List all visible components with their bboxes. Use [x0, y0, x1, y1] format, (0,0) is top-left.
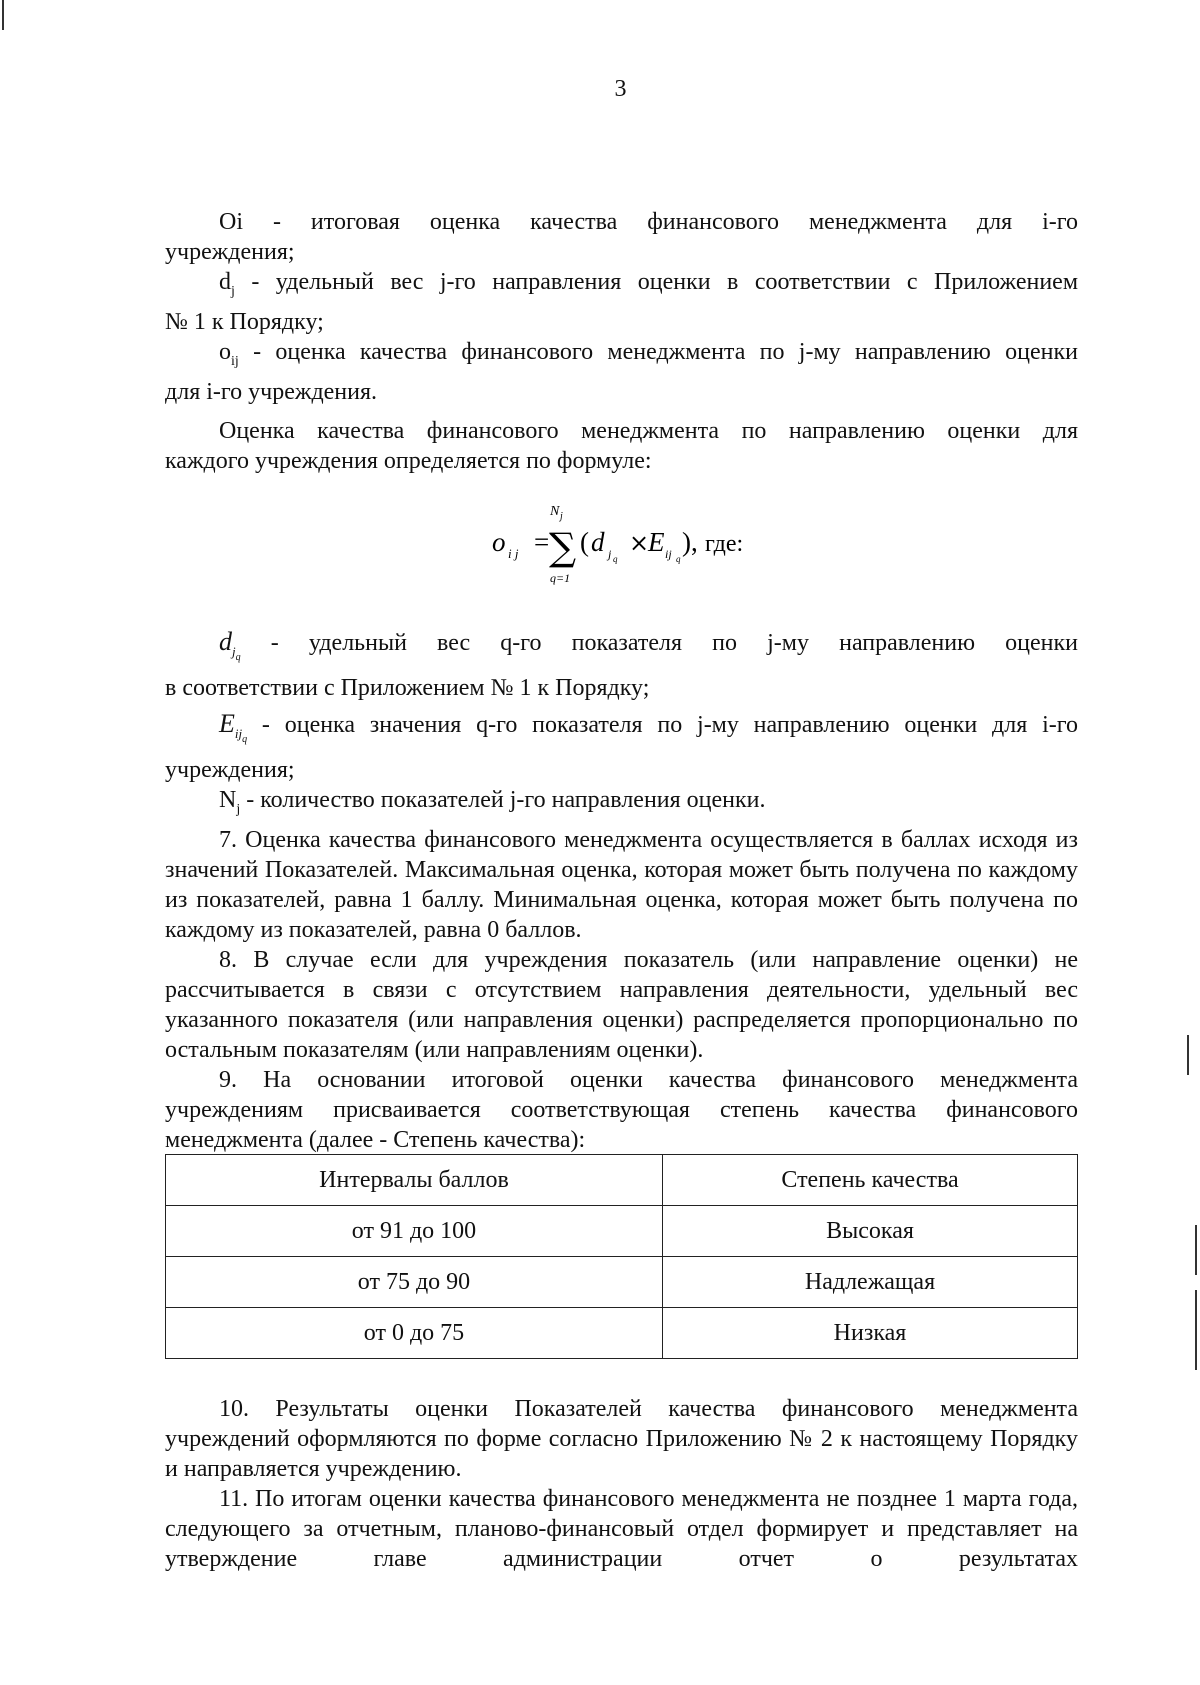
- table-row: [166, 1308, 1078, 1359]
- formula-lhs: o: [492, 527, 506, 557]
- table-cell-grade: Низкая: [663, 1308, 1078, 1359]
- formula-svg: [488, 500, 808, 590]
- formula-body-d: d: [591, 527, 605, 557]
- formula-body-e: E: [648, 527, 665, 557]
- scan-mark-right-1: [1187, 1035, 1189, 1075]
- table-cell-interval: от 0 до 75: [166, 1308, 663, 1359]
- formula-suffix: где:: [705, 531, 744, 557]
- table-cell-interval: от 91 до 100: [166, 1206, 663, 1257]
- formula-intro: [165, 416, 1078, 476]
- definition-eijq-line1: $E_{ijq}$ - оценка значения q-го показателя по j-му направлению оценки для i-го: [219, 709, 1078, 745]
- definition-oij-line1: $o_{ij}$ - оценка качества финансового менеджмента по j-му направлению оценки: [219, 338, 1078, 369]
- symbol-djq: d: [219, 627, 232, 656]
- symbol-n: N: [219, 787, 237, 813]
- definitions-bottom: [165, 627, 1078, 1155]
- definition-oi-line1: Oi - итоговая оценка качества финансового менеджмента для i-го: [219, 209, 1078, 235]
- symbol-d: d: [219, 269, 231, 295]
- formula-lhs-sub: i j: [508, 546, 519, 561]
- grade-table: [165, 1154, 1078, 1359]
- definition-djq-line1: $d_{jq}$ - удельный вес q-го показателя по j-му направлению оценки: [219, 627, 1078, 663]
- formula-intro-line1: Оценка качества финансового менеджмента по направлению оценки для: [219, 418, 1078, 444]
- scan-mark-right-2: [1195, 1225, 1197, 1275]
- formula-equals: =: [534, 527, 550, 557]
- paragraph-11: 11. По итогам оценки качества финансового менеджмента не позднее 1 марта года, следующего за отчетным, планово-финансовый отдел формирует и представляет на утверждение главе администрации отчет о результатах: [165, 1486, 1078, 1572]
- table-header-intervals: Интервалы баллов: [166, 1155, 663, 1206]
- table-row: [166, 1206, 1078, 1257]
- definition-oi-line2: учреждения;: [165, 239, 295, 265]
- scan-mark-left: [2, 0, 4, 30]
- formula-body-d-subsub: q: [613, 554, 618, 564]
- definition-oij-line2: для i-го учреждения.: [165, 378, 378, 405]
- scan-mark-right-3: [1195, 1290, 1197, 1370]
- paragraph-9: 9. На основании итоговой оценки качества финансового менеджмента учреждениям присваивается соответствующая степень качества финансового менеджмента (далее - Степень качества):: [165, 1066, 1078, 1153]
- table-cell-grade: Высокая: [663, 1206, 1078, 1257]
- definition-dj-line1: $d_j$ - удельный вес j-го направления оценки в соответствии с Приложением: [219, 269, 1078, 299]
- paragraph-8: 8. В случае если для учреждения показатель (или направление оценки) не рассчитывается в связи с отсутствием направления деятельности, удельный вес указанного показателя (или направления оценки) распределяется пропорционально по остальным показателям (или направлениям оценки).: [165, 946, 1078, 1063]
- formula-sum-lower: q=1: [550, 571, 571, 585]
- paragraph-10: 10. Результаты оценки Показателей качества финансового менеджмента учреждений оформляются по форме согласно Приложению № 2 к настоящему Порядку и направляется учреждению.: [165, 1396, 1078, 1482]
- closing-paragraphs: [165, 1394, 1078, 1574]
- page-number: 3: [614, 76, 627, 102]
- formula-close-paren: ),: [682, 527, 698, 557]
- table-cell-grade: Надлежащая: [663, 1257, 1078, 1308]
- sigma-icon: ∑: [549, 525, 577, 569]
- definition-eijq-line2: учреждения;: [165, 757, 295, 783]
- definitions-top: [165, 207, 1078, 407]
- table-cell-interval: от 75 до 90: [166, 1257, 663, 1308]
- formula-body-e-sub: ij: [665, 547, 672, 561]
- formula-intro-line2: каждого учреждения определяется по формуле:: [165, 448, 652, 474]
- formula-sum-upper-sub: j: [560, 511, 563, 522]
- symbol-d-sub: j: [231, 283, 235, 299]
- symbol-eijq: E: [219, 709, 235, 738]
- formula-body-e-subsub: q: [676, 554, 681, 564]
- paragraph-7: 7. Оценка качества финансового менеджмента осуществляется в баллах исходя из значений Показателей. Максимальная оценка, которая может быть получена по каждому из показателей, равна 1 баллу. Минимальная оценка, которая может быть получена по каждому из показателей, равна 0 баллов.: [165, 826, 1078, 943]
- definition-dj-line2: № 1 к Порядку;: [165, 308, 324, 335]
- table-header-grade: Степень качества: [663, 1155, 1078, 1206]
- table-row: [166, 1257, 1078, 1308]
- definition-djq-line2: в соответствии с Приложением № 1 к Порядку;: [165, 675, 650, 701]
- formula-times: ×: [629, 529, 650, 557]
- symbol-o-sub: ij: [231, 353, 239, 369]
- formula-body-d-sub: j: [608, 547, 612, 561]
- formula-oij: [488, 500, 808, 590]
- symbol-o: o: [219, 338, 231, 365]
- formula-sum-upper: N: [550, 504, 560, 519]
- formula-open-paren: (: [580, 527, 589, 557]
- definition-nj: $N_j$ - количество показателей j-го направления оценки.: [219, 787, 766, 817]
- table-header-row: [166, 1155, 1078, 1206]
